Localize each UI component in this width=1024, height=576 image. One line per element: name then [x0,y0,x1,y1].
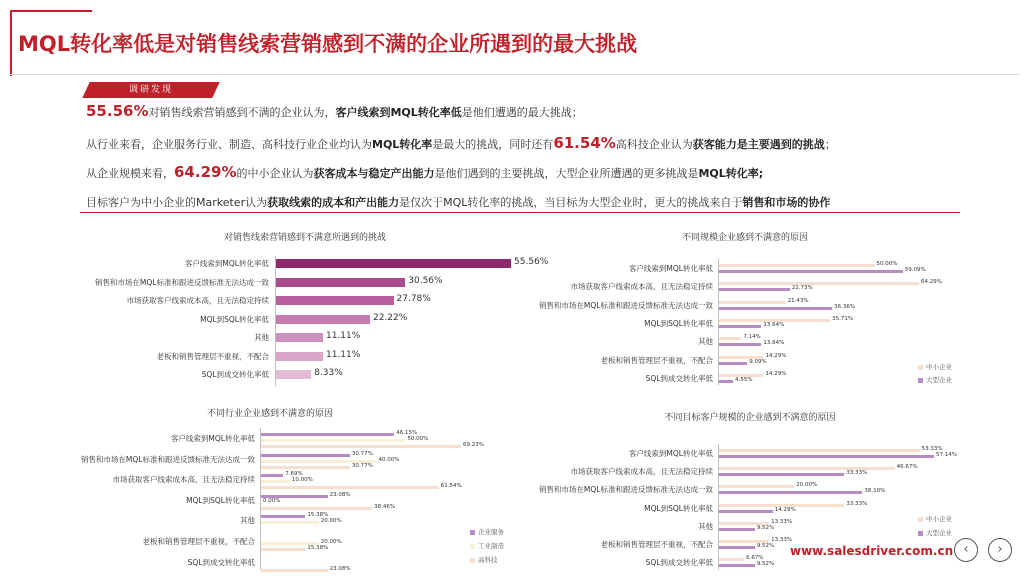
chart-3-category-label: 销售和市场在MQL标准和跟进反馈标准无法达成一致 [80,454,255,464]
chart-3-value-label: 0.00% [263,497,281,504]
chart-1-value-label: 30.56% [408,275,443,286]
finding-4-text-a: 目标客户为中小企业的Marketer认为 [86,196,268,209]
chart-3-value-label: 38.46% [374,503,396,510]
chart-4-bar [719,510,773,513]
chart-1-bar [276,315,370,324]
chart-2-axis [718,259,719,385]
chart-3-bar [261,480,290,483]
legend-swatch [918,517,923,522]
chart-4-category-label: 老板和销售管理层不重视，不配合 [600,540,713,549]
chart-3-value-label: 20.00% [320,518,342,525]
chart-4-legend-item [918,528,952,537]
website-link[interactable]: www.salesdriver.com.cn [790,544,954,558]
chart-3-bar [261,507,372,510]
chart-2-value-label: 22.73% [791,285,813,292]
chart-3-category-label: 市场获取客户线索成本高，且无法稳定持续 [112,475,255,485]
chart-3-bar [261,454,350,457]
chart-4-bar [719,546,755,549]
finding-1-text-a: 对销售线索营销感到不满的企业认为， [148,106,336,119]
finding-3-percent: 64.29% [174,163,237,181]
chart-2-value-label: 14.29% [765,352,787,359]
chart-4-bar [719,467,895,470]
chart-3-category-label: MQL到SQL转化率低 [186,495,255,505]
chart-1-category-label: MQL到SQL转化率低 [200,314,269,324]
prev-page-button[interactable]: ‹ [954,538,978,562]
chart-3-legend-item [470,541,504,550]
chart-2-legend-item [918,362,952,371]
chart-4-value-label: 14.29% [774,506,796,513]
chart-3-value-label: 23.08% [329,565,351,572]
finding-2-text-e: 获客能力是主要遇到的挑战 [692,138,825,151]
chart-1-bar [276,333,323,342]
chart-3-legend-item [470,555,498,564]
chart-2-category-label: MQL到SQL转化率低 [644,318,713,328]
chart-4-category-label: 市场获取客户线索成本高，且无法稳定持续 [570,467,713,477]
chart-4-bar [719,528,755,531]
chart-4-value-label: 9.52% [756,524,775,531]
chart-1-bar [276,259,511,268]
chart-2-value-label: 35.71% [832,315,854,322]
chart-1-category-label: 市场获取客户线索成本高，且无法稳定持续 [126,296,269,305]
chart-2-title: 不同规模企业感到不满意的原因 [681,233,808,243]
chart-2-bar [719,343,761,346]
legend-swatch [918,531,923,536]
chart-3-value-label: 10.00% [291,477,313,484]
finding-3-text-b: 的中小企业认为 [236,167,314,180]
legend-swatch [470,558,475,563]
finding-2-text-b: MQL转化率 [372,138,433,151]
chart-1-bar [276,296,394,305]
finding-line-4 [86,194,830,210]
chart-3-bar [261,486,439,489]
chart-4-axis [718,444,719,570]
chart-3-bar [261,548,305,551]
finding-1-text-c: 是他们遭遇的最大挑战； [461,106,583,119]
findings-tag [82,82,219,98]
chart-3-bar [261,515,305,518]
finding-4-text-d: 销售和市场的协作 [742,196,831,209]
finding-2-text-a: 从行业来看，企业服务行业、制造、高科技行业企业均认为 [86,138,372,151]
chart-3-category-label: SQL到成交转化率低 [187,557,255,567]
legend-label: 高科技 [478,556,498,564]
legend-swatch [470,544,475,549]
chart-2-value-label: 4.55% [735,376,753,383]
finding-3-text-d: 是他们遇到的主要挑战，大型企业所遭遇的更多挑战是 [434,167,699,180]
chart-4-value-label: 33.33% [846,470,868,477]
chart-2-value-label: 21.43% [787,297,809,304]
chart-1-bar [276,278,405,287]
chart-3-value-label: 30.77% [351,450,373,457]
chart-2-bar [719,264,875,267]
chart-2-bar [719,301,786,304]
finding-4-text-b: 获取线索的成本和产出能力 [267,196,400,209]
legend-label: 企业服务 [478,528,504,536]
chart-1-value-label: 11.11% [325,349,361,360]
chart-4-bar [719,491,862,494]
legend-label: 中小企业 [926,363,952,371]
chart-4-legend-item [918,514,952,523]
chart-4-bar [719,449,920,452]
page-title: MQL转化率低是对销售线索营销感到不满的企业所遇到的最大挑战 [18,32,638,56]
chart-3-bar [261,466,350,469]
chart-2-value-label: 14.29% [765,370,787,377]
finding-2-percent: 61.54% [553,134,616,152]
chart-3-value-label: 69.23% [463,442,484,448]
finding-line-1 [86,102,583,120]
legend-swatch [918,378,923,383]
chart-1-category-label: 销售和市场在MQL标准和跟进反馈标准无法达成一致 [94,277,269,287]
chart-4-bar [719,485,794,488]
findings-divider [80,212,960,213]
chart-2-category-label: SQL到成交转化率低 [645,373,713,383]
chart-2-value-label: 50.00% [876,261,898,267]
chart-1-value-label: 11.11% [325,331,361,341]
chart-1-bar [276,352,323,361]
chart-4-value-label: 38.10% [864,488,886,495]
legend-swatch [470,530,475,535]
chart-4-value-label: 13.33% [771,537,793,543]
chart-1-value-label: 27.78% [396,294,431,304]
finding-1-text-b: 客户线索到MQL转化率低 [335,106,462,119]
chart-2-value-label: 13.64% [763,340,785,347]
legend-label: 大型企业 [926,376,952,384]
legend-swatch [918,365,923,370]
chart-3-bar [261,439,405,442]
legend-label: 中小企业 [926,515,952,523]
chart-4-category-label: SQL到成交转化率低 [645,558,713,568]
chart-4-category-label: 销售和市场在MQL标准和跟进反馈标准无法达成一致 [538,485,713,495]
chart-2-bar [719,325,761,328]
chart-4-value-label: 6.67% [746,555,764,562]
chart-3-value-label: 7.69% [285,471,303,478]
chart-1-category-label: 老板和销售管理层不重视，不配合 [156,351,269,361]
finding-3-text-c: 获客成本与稳定产出能力 [313,167,435,180]
chart-3-value-label: 61.54% [440,483,462,490]
chart-1-bar [276,370,311,379]
chart-2-bar [719,380,733,383]
chart-1-category-label: SQL到成交转化率低 [201,370,269,379]
chart-2-category-label: 客户线索到MQL转化率低 [628,264,713,273]
chart-3-value-label: 30.77% [351,462,373,469]
chart-1-value-label: 22.22% [372,312,408,323]
chart-4-bar [719,558,744,561]
chart-4-value-label: 13.33% [771,518,793,525]
title-divider [10,74,1020,75]
chart-4-value-label: 57.14% [936,452,957,458]
chart-1-category-label: 其他 [254,333,269,342]
chart-3-title: 不同行业企业感到不满意的原因 [206,409,333,419]
chart-3-value-label: 50.00% [407,436,429,442]
legend-label: 大型企业 [926,529,952,537]
chart-3-value-label: 20.00% [320,539,342,545]
chart-2-category-label: 其他 [698,337,713,347]
finding-2-text-c: 是最大的挑战，同时还有 [432,138,554,151]
chart-3-value-label: 40.00% [378,456,400,463]
finding-line-3 [86,163,763,181]
chart-3-category-label: 其他 [240,516,255,526]
legend-label: 工业制造 [478,542,504,550]
chart-3-value-label: 15.38% [307,512,329,519]
chart-4-value-label: 46.67% [896,464,918,471]
chart-3-value-label: 15.38% [307,545,329,551]
chart-3-category-label: 老板和销售管理层不重视，不配合 [142,537,255,546]
chart-3-bar [261,445,461,448]
finding-line-2 [86,134,836,152]
next-page-button[interactable]: › [988,538,1012,562]
chart-2-category-label: 销售和市场在MQL标准和跟进反馈标准无法达成一致 [538,300,713,310]
chart-2-value-label: 36.36% [834,303,856,310]
chart-2-bar [719,282,919,285]
finding-1-percent: 55.56% [86,102,149,120]
chart-4-bar [719,564,755,567]
chart-4-bar [719,455,934,458]
chart-1-value-label: 55.56% [514,257,549,267]
chart-4-value-label: 33.33% [846,500,868,507]
finding-2-text-d: 高科技企业认为 [615,138,693,151]
chart-2-category-label: 市场获取客户线索成本高，且无法稳定持续 [570,282,713,292]
chart-2-value-label: 9.09% [749,358,767,365]
chart-2-bar [719,337,741,340]
chart-2-bar [719,288,790,291]
findings-tag-label: 调研发现 [128,85,173,95]
chart-4-category-label: 其他 [698,521,713,531]
finding-3-text-a: 从企业规模来看， [86,167,174,180]
finding-4-text-c: 是仅次于MQL转化率的挑战，当目标为大型企业时，更大的挑战来自于 [399,196,743,209]
chart-3-category-label: 客户线索到MQL转化率低 [170,434,255,443]
chart-2-category-label: 老板和销售管理层不重视，不配合 [600,355,713,365]
chart-3-bar [261,474,283,477]
chart-4-title: 不同目标客户规模的企业感到不满意的原因 [664,413,836,423]
chart-3-bar [261,433,394,436]
chart-4-value-label: 53.33% [921,446,943,452]
chart-3-bar [261,569,328,572]
chart-3-value-label: 46.15% [396,430,418,436]
chart-1-category-label: 客户线索到MQL转化率低 [184,259,269,268]
chart-1-title: 对销售线索营销感到不满意所遇到的挑战 [223,233,386,243]
chart-4-bar [719,473,844,476]
chart-4-category-label: 客户线索到MQL转化率低 [628,449,713,458]
chart-2-bar [719,270,903,273]
chart-4-value-label: 9.52% [756,561,775,568]
chart-2-value-label: 13.64% [763,321,785,328]
chart-4-category-label: MQL到SQL转化率低 [644,503,713,513]
chart-1-value-label: 8.33% [314,368,343,378]
chart-4-value-label: 9.52% [756,543,775,549]
chart-4-value-label: 20.00% [796,482,818,489]
chart-2-value-label: 7.14% [743,334,761,341]
finding-2-text-f: ； [824,138,836,151]
chart-3-bar [261,521,319,524]
chart-2-bar [719,362,747,365]
finding-3-text-e: MQL转化率; [698,167,764,180]
chart-2-value-label: 64.29% [921,279,942,286]
chart-3-value-label: 23.08% [329,491,351,498]
chart-2-value-label: 59.09% [904,267,926,273]
chart-2-legend-item [918,375,952,384]
chart-2-bar [719,307,832,310]
chart-3-legend-item [470,527,504,536]
